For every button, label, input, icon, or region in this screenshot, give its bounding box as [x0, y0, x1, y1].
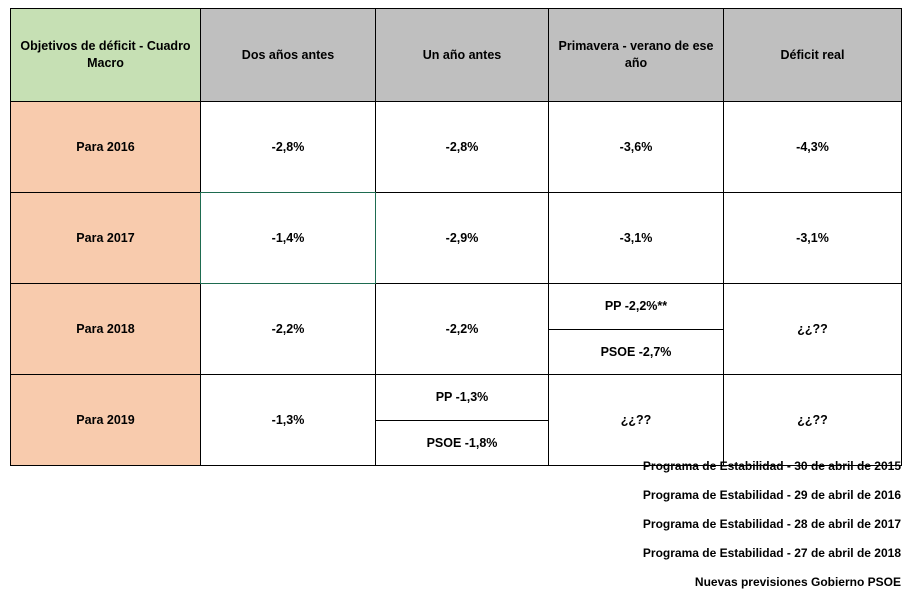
row-label-2016: Para 2016	[11, 102, 201, 193]
row-label-2017: Para 2017	[11, 193, 201, 284]
table-row	[11, 193, 902, 284]
column-header-objectives: Objetivos de déficit - Cuadro Macro	[11, 9, 201, 102]
deficit-objectives-table	[10, 8, 902, 466]
column-header-spring-summer: Primavera - verano de ese año	[549, 9, 724, 102]
footnote-line: Programa de Estabilidad - 27 de abril de 2018	[642, 546, 901, 560]
table-footnotes	[381, 460, 901, 588]
table-row	[11, 284, 902, 375]
table-row	[11, 375, 902, 466]
cell-2017-two-years-before: -1,4%	[201, 193, 376, 284]
cell-2018-one-year-before: -2,2%	[376, 284, 549, 375]
column-header-two-years-before: Dos años antes	[201, 9, 376, 102]
table-row	[11, 102, 902, 193]
table-header-row	[11, 9, 902, 102]
cell-2017-one-year-before: -2,9%	[376, 193, 549, 284]
deficit-table-sheet	[10, 8, 901, 466]
footnote-line: Programa de Estabilidad - 28 de abril de 2017	[642, 517, 901, 531]
footnote-line: Programa de Estabilidad - 29 de abril de 2016	[642, 488, 901, 502]
cell-2018-two-years-before: -2,2%	[201, 284, 376, 375]
cell-2018-real-deficit: ¿¿??	[724, 284, 902, 375]
cell-2018-spring-summer-psoe: PSOE -2,7%	[600, 344, 672, 359]
column-header-real-deficit: Déficit real	[724, 9, 902, 102]
row-label-2019: Para 2019	[11, 375, 201, 466]
cell-2019-spring-summer: ¿¿??	[549, 375, 724, 466]
cell-2017-real-deficit: -3,1%	[724, 193, 902, 284]
row-label-2018: Para 2018	[11, 284, 201, 375]
cell-2019-one-year-before-pp: PP -1,3%	[376, 375, 548, 421]
cell-2017-spring-summer: -3,1%	[549, 193, 724, 284]
cell-2016-two-years-before: -2,8%	[201, 102, 376, 193]
cell-2019-two-years-before: -1,3%	[201, 375, 376, 466]
cell-2016-one-year-before: -2,8%	[376, 102, 549, 193]
cell-2016-real-deficit: -4,3%	[724, 102, 902, 193]
cell-2019-one-year-before-psoe: PSOE -1,8%	[426, 435, 498, 450]
footnote-line: Programa de Estabilidad - 30 de abril de 2015	[642, 459, 901, 473]
cell-2019-real-deficit: ¿¿??	[724, 375, 902, 466]
cell-2018-spring-summer	[549, 284, 724, 375]
cell-2019-one-year-before	[376, 375, 549, 466]
cell-2016-spring-summer: -3,6%	[549, 102, 724, 193]
column-header-one-year-before: Un año antes	[376, 9, 549, 102]
cell-2018-spring-summer-pp: PP -2,2%**	[549, 284, 723, 330]
footnote-line: Nuevas previsiones Gobierno PSOE	[694, 575, 901, 589]
